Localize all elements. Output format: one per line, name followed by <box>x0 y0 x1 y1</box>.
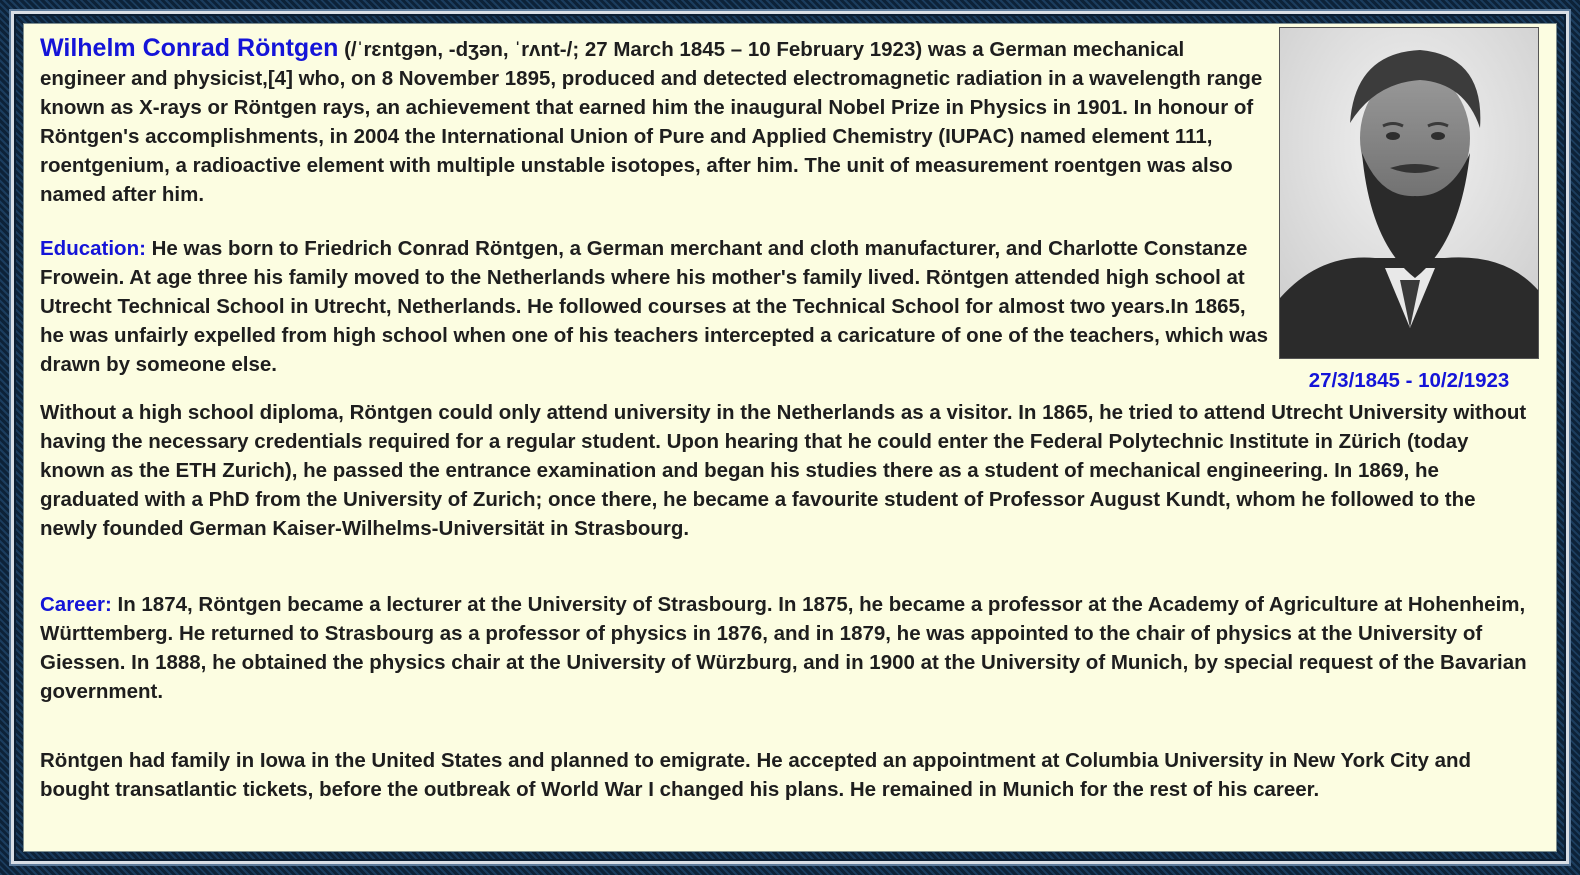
biography-panel <box>23 23 1557 852</box>
career-label: Career: <box>40 593 112 616</box>
intro-text: was a German mechanical engineer and physicist,[4] who, on 8 November 1895, produced and detected electromagnetic radiation in a wavelength range known as X-rays or Röntgen rays, an achievement that earned him the inaugural Nobel Prize in Physics in 1901. In honour of Röntgen's accomplishments, in 2004 the International Union of Pure and Applied Chemistry (IUPAC) named element 111, roentgenium, a radioactive element with multiple unstable isotopes, after him. The unit of measurement roentgen was also named after him. <box>40 38 1263 206</box>
portrait-caption: 27/3/1845 - 10/2/1923 <box>1308 369 1510 392</box>
family-paragraph <box>40 746 1535 804</box>
intro-paragraph <box>40 34 1265 209</box>
portrait-illustration <box>1280 28 1538 358</box>
career-paragraph <box>40 590 1535 706</box>
university-paragraph <box>40 398 1535 543</box>
person-name: Wilhelm Conrad Röntgen <box>40 34 339 62</box>
education-text: He was born to Friedrich Conrad Röntgen, a German merchant and cloth manufacturer, and Charlotte Constanze Frowein. At age three his family moved to the Netherlands where his mother's family lived. Röntgen attended high school at Utrecht Technical School in Utrecht, Netherlands. He followed courses at the Technical School for almost two years.In 1865, he was unfairly expelled from high school when one of his teachers intercepted a caricature of one of the teachers, which was drawn by someone else. <box>40 237 1269 376</box>
education-paragraph <box>40 234 1272 379</box>
portrait-photo-icon <box>1279 27 1539 359</box>
education-label: Education: <box>40 237 146 260</box>
university-text: Without a high school diploma, Röntgen could only attend university in the Netherlands as a visitor. In 1865, he tried to attend Utrecht University without having the necessary credentials required for a regular student. Upon hearing that he could enter the Federal Polytechnic Institute in Zürich (today known as the ETH Zurich), he passed the entrance examination and began his studies there as a student of mechanical engineering. In 1869, he graduated with a PhD from the University of Zurich; once there, he became a favourite student of Professor August Kundt, whom he followed to the newly founded German Kaiser-Wilhelms-Universität in Strasbourg. <box>40 401 1527 540</box>
pronunciation-and-dates: (/ˈrɛntɡən, -dʒən, ˈrʌnt-/; 27 March 1845 – 10 February 1923) <box>344 38 923 61</box>
family-text: Röntgen had family in Iowa in the United States and planned to emigrate. He accepted an appointment at Columbia University in New York City and bought transatlantic tickets, before the outbreak of World War I changed his plans. He remained in Munich for the rest of his career. <box>40 749 1472 801</box>
career-text: In 1874, Röntgen became a lecturer at the University of Strasbourg. In 1875, he became a professor at the Academy of Agriculture at Hohenheim, Württemberg. He returned to Strasbourg as a professor of physics in 1876, and in 1879, he was appointed to the chair of physics at the University of Giessen. In 1888, he obtained the physics chair at the University of Würzburg, and in 1900 at the University of Munich, by special request of the Bavarian government. <box>40 593 1527 703</box>
